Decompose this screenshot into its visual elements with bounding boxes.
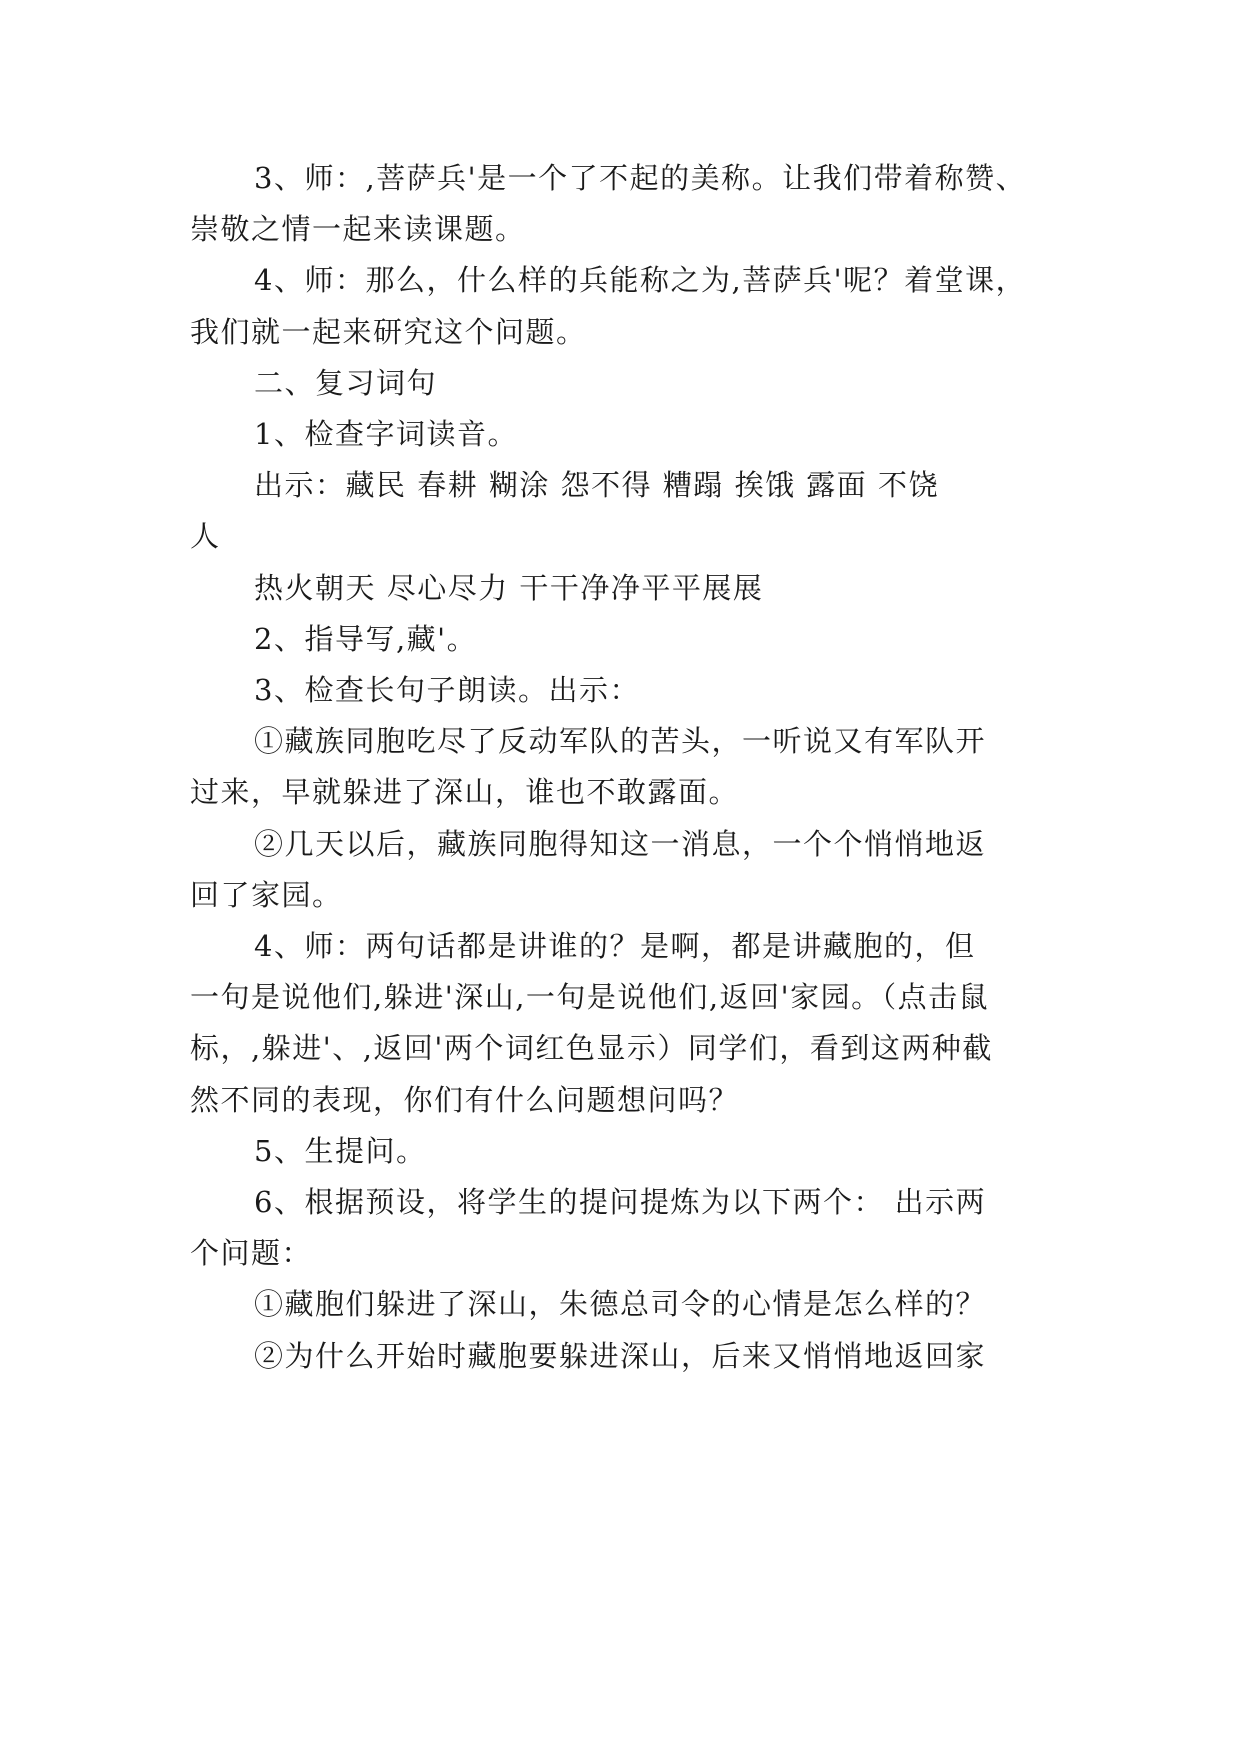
paragraph-line: 4、师：两句话都是讲谁的？是啊，都是讲藏胞的，但 bbox=[254, 929, 976, 963]
paragraph-line: ②为什么开始时藏胞要躲进深山，后来又悄悄地返回家 bbox=[254, 1339, 987, 1373]
paragraph-line: 3、检查长句子朗读。出示： bbox=[254, 673, 640, 707]
paragraph-line: 我们就一起来研究这个问题。 bbox=[190, 315, 587, 349]
paragraph-line: 6、根据预设，将学生的提问提炼为以下两个： 出示两 bbox=[254, 1185, 987, 1219]
paragraph-line: 过来，早就躲进了深山，谁也不敢露面。 bbox=[190, 775, 740, 809]
paragraph-line: ①藏胞们躲进了深山，朱德总司令的心情是怎么样的？ bbox=[254, 1287, 987, 1321]
section-heading: 二、复习词句 bbox=[254, 366, 438, 400]
paragraph-line: 1、检查字词读音。 bbox=[254, 417, 518, 451]
paragraph-line: ①藏族同胞吃尽了反动军队的苦头，一听说又有军队开 bbox=[254, 724, 987, 758]
paragraph-line: 人 bbox=[190, 519, 221, 553]
paragraph-line: 4、师：那么，什么样的兵能称之为,菩萨兵'呢？着堂课， bbox=[254, 263, 1027, 297]
paragraph-line: 出示：藏民 春耕 糊涂 怨不得 糟蹋 挨饿 露面 不饶 bbox=[254, 468, 940, 502]
paragraph-line: 然不同的表现，你们有什么问题想问吗？ bbox=[190, 1083, 740, 1117]
paragraph-line: 3、师：,菩萨兵'是一个了不起的美称。让我们带着称赞、 bbox=[254, 161, 1027, 195]
paragraph-line: 一句是说他们,躲进'深山,一句是说他们,返回'家园。（点击鼠 bbox=[190, 980, 990, 1014]
paragraph-line: ②几天以后，藏族同胞得知这一消息，一个个悄悄地返 bbox=[254, 827, 987, 861]
paragraph-line: 回了家园。 bbox=[190, 878, 343, 912]
paragraph-line: 2、指导写,藏'。 bbox=[254, 622, 478, 656]
paragraph-line: 热火朝天 尽心尽力 干干净净平平展展 bbox=[254, 571, 764, 605]
paragraph-line: 5、生提问。 bbox=[254, 1134, 427, 1168]
paragraph-line: 标，,躲进'、,返回'两个词红色显示）同学们，看到这两种截 bbox=[190, 1031, 993, 1065]
paragraph-line: 崇敬之情一起来读课题。 bbox=[190, 212, 526, 246]
paragraph-line: 个问题： bbox=[190, 1236, 313, 1270]
